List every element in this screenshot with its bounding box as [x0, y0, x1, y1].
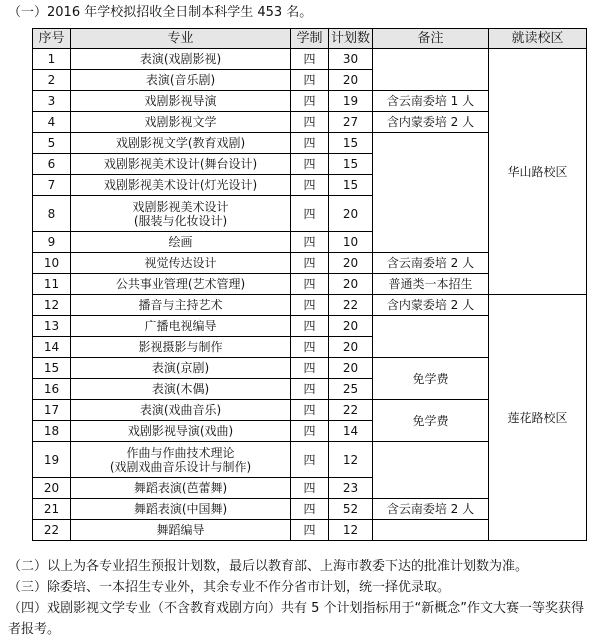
- plan-count: 10: [329, 232, 373, 253]
- col-header-remarks: 备注: [373, 29, 489, 49]
- study-years: 四: [291, 520, 329, 541]
- major-name: 戏剧影视美术设计(舞台设计): [71, 154, 291, 175]
- row-number: 13: [33, 316, 71, 337]
- plan-count: 20: [329, 337, 373, 358]
- enrollment-plan-table: [32, 28, 587, 541]
- major-name: 舞蹈表演(芭蕾舞): [71, 478, 291, 499]
- major-name: 表演(音乐剧): [71, 70, 291, 91]
- row-number: 11: [33, 274, 71, 295]
- plan-count: 22: [329, 295, 373, 316]
- row-number: 21: [33, 499, 71, 520]
- row-number: 10: [33, 253, 71, 274]
- major-name: 公共事业管理(艺术管理): [71, 274, 291, 295]
- study-years: 四: [291, 478, 329, 499]
- study-years: 四: [291, 337, 329, 358]
- study-years: 四: [291, 70, 329, 91]
- major-name: 舞蹈表演(中国舞): [71, 499, 291, 520]
- table-header-row: [33, 29, 587, 49]
- row-number: 5: [33, 133, 71, 154]
- study-years: 四: [291, 295, 329, 316]
- row-number: 16: [33, 379, 71, 400]
- plan-count: 22: [329, 400, 373, 421]
- row-number: 4: [33, 112, 71, 133]
- campus-huashan: 华山路校区: [489, 49, 587, 295]
- major-name: 舞蹈编导: [71, 520, 291, 541]
- study-years: 四: [291, 421, 329, 442]
- col-header-campus: 就读校区: [489, 29, 587, 49]
- major-name: 作曲与作曲技术理论 (戏剧戏曲音乐设计与制作): [71, 442, 291, 478]
- col-header-major: 专业: [71, 29, 291, 49]
- plan-count: 23: [329, 478, 373, 499]
- campus-lianhua: 莲花路校区: [489, 295, 587, 541]
- major-name: 戏剧影视文学(教育戏剧): [71, 133, 291, 154]
- major-name: 表演(戏曲音乐): [71, 400, 291, 421]
- row-number: 17: [33, 400, 71, 421]
- plan-count: 12: [329, 442, 373, 478]
- study-years: 四: [291, 358, 329, 379]
- row-number: 19: [33, 442, 71, 478]
- table-row: [33, 295, 587, 316]
- study-years: 四: [291, 400, 329, 421]
- plan-count: 20: [329, 253, 373, 274]
- remarks-cell: 免学费: [373, 358, 489, 400]
- footnote-2: （二）以上为各专业招生预报计划数，最后以教育部、上海市教委下达的批准计划数为准。: [8, 559, 529, 574]
- plan-count: 20: [329, 274, 373, 295]
- remarks-cell: [373, 520, 489, 541]
- study-years: 四: [291, 49, 329, 70]
- major-name: 影视摄影与制作: [71, 337, 291, 358]
- col-header-plan: 计划数: [329, 29, 373, 49]
- plan-count: 20: [329, 316, 373, 337]
- study-years: 四: [291, 196, 329, 232]
- remarks-cell: [373, 442, 489, 499]
- remarks-cell: [373, 316, 489, 358]
- plan-count: 25: [329, 379, 373, 400]
- plan-count: 15: [329, 133, 373, 154]
- plan-count: 19: [329, 91, 373, 112]
- study-years: 四: [291, 379, 329, 400]
- col-header-number: 序号: [33, 29, 71, 49]
- row-number: 9: [33, 232, 71, 253]
- remarks-cell: 含云南委培 2 人: [373, 253, 489, 274]
- plan-count: 52: [329, 499, 373, 520]
- plan-count: 20: [329, 358, 373, 379]
- footnote-3: （三）除委培、一本招生专业外，其余专业不作分省市计划，统一择优录取。: [8, 580, 451, 595]
- study-years: 四: [291, 154, 329, 175]
- row-number: 8: [33, 196, 71, 232]
- study-years: 四: [291, 253, 329, 274]
- remarks-cell: 含内蒙委培 2 人: [373, 295, 489, 316]
- remarks-cell: 普通类一本招生: [373, 274, 489, 295]
- study-years: 四: [291, 175, 329, 196]
- study-years: 四: [291, 133, 329, 154]
- row-number: 20: [33, 478, 71, 499]
- major-name: 戏剧影视美术设计(灯光设计): [71, 175, 291, 196]
- row-number: 22: [33, 520, 71, 541]
- footnotes: [8, 556, 594, 640]
- plan-count: 27: [329, 112, 373, 133]
- section-heading: （一）2016 年学校拟招收全日制本科学生 453 名。: [8, 5, 313, 20]
- remarks-cell: 免学费: [373, 400, 489, 442]
- plan-count: 14: [329, 421, 373, 442]
- remarks-cell: [373, 49, 489, 91]
- row-number: 6: [33, 154, 71, 175]
- major-name: 表演(戏剧影视): [71, 49, 291, 70]
- study-years: 四: [291, 499, 329, 520]
- remarks-cell: [373, 133, 489, 253]
- major-name: 戏剧影视美术设计 (服装与化妆设计): [71, 196, 291, 232]
- row-number: 1: [33, 49, 71, 70]
- remarks-cell: 含云南委培 2 人: [373, 499, 489, 520]
- plan-count: 15: [329, 154, 373, 175]
- row-number: 7: [33, 175, 71, 196]
- col-header-years: 学制: [291, 29, 329, 49]
- remarks-cell: 含云南委培 1 人: [373, 91, 489, 112]
- major-name: 视觉传达设计: [71, 253, 291, 274]
- study-years: 四: [291, 274, 329, 295]
- row-number: 18: [33, 421, 71, 442]
- study-years: 四: [291, 112, 329, 133]
- study-years: 四: [291, 442, 329, 478]
- major-name: 广播电视编导: [71, 316, 291, 337]
- plan-count: 12: [329, 520, 373, 541]
- major-name: 绘画: [71, 232, 291, 253]
- row-number: 14: [33, 337, 71, 358]
- major-name: 播音与主持艺术: [71, 295, 291, 316]
- major-name: 戏剧影视文学: [71, 112, 291, 133]
- study-years: 四: [291, 316, 329, 337]
- plan-count: 15: [329, 175, 373, 196]
- row-number: 2: [33, 70, 71, 91]
- row-number: 3: [33, 91, 71, 112]
- study-years: 四: [291, 232, 329, 253]
- row-number: 15: [33, 358, 71, 379]
- table-row: [33, 49, 587, 70]
- major-name: 表演(木偶): [71, 379, 291, 400]
- major-name: 表演(京剧): [71, 358, 291, 379]
- major-name: 戏剧影视导演: [71, 91, 291, 112]
- major-name: 戏剧影视导演(戏曲): [71, 421, 291, 442]
- study-years: 四: [291, 91, 329, 112]
- plan-count: 20: [329, 70, 373, 91]
- remarks-cell: 含内蒙委培 2 人: [373, 112, 489, 133]
- plan-count: 30: [329, 49, 373, 70]
- footnote-4: （四）戏剧影视文学专业（不含教育戏剧方向）共有 5 个计划指标用于“新概念”作文大赛一等奖获得者报考。: [8, 601, 585, 637]
- row-number: 12: [33, 295, 71, 316]
- plan-count: 20: [329, 196, 373, 232]
